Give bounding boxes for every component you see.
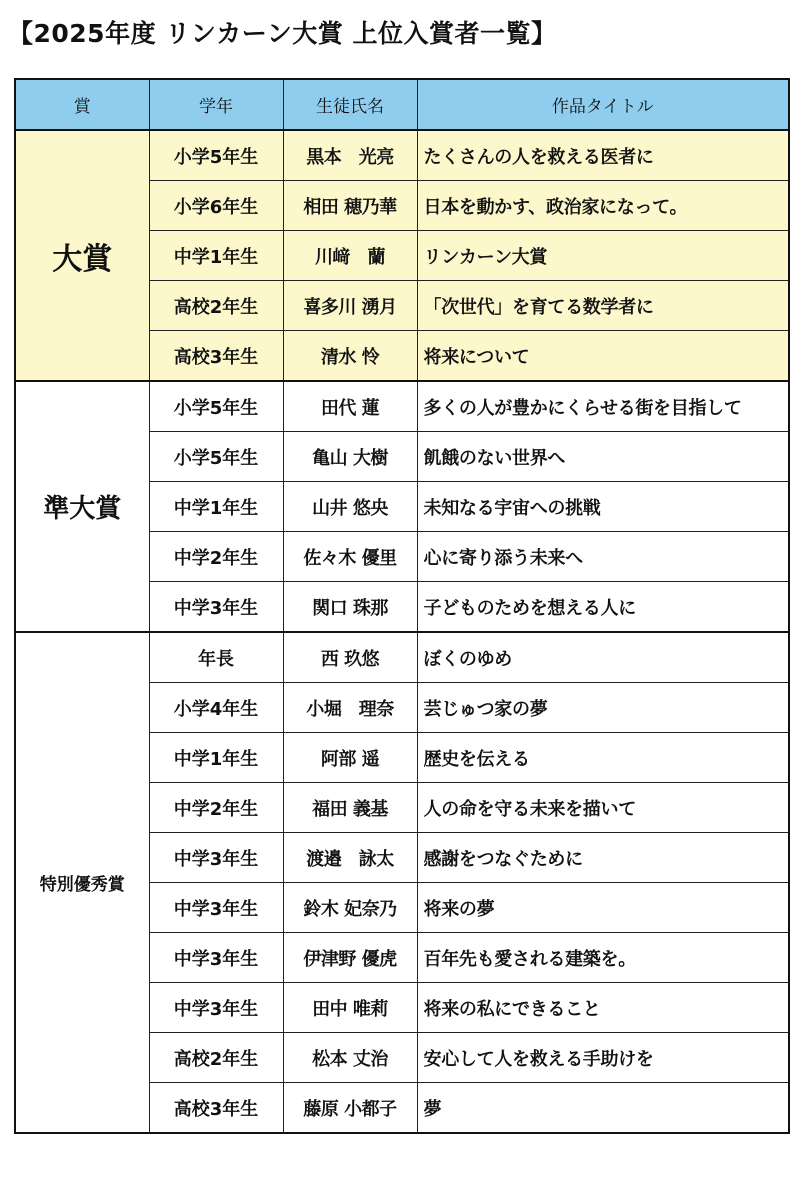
grade-cell: 小学5年生 [149, 130, 283, 181]
grade-cell: 中学3年生 [149, 582, 283, 633]
work-title-cell: 多くの人が豊かにくらせる街を目指して [417, 381, 789, 432]
grade-cell: 中学1年生 [149, 733, 283, 783]
student-name-cell: 山井 悠央 [283, 482, 417, 532]
work-title-cell: ぼくのゆめ [417, 632, 789, 683]
grade-cell: 高校3年生 [149, 331, 283, 382]
grade-cell: 年長 [149, 632, 283, 683]
work-title-cell: 日本を動かす、政治家になって。 [417, 181, 789, 231]
table-row [15, 130, 789, 181]
award-category-cell: 準大賞 [15, 381, 149, 632]
header-award: 賞 [15, 79, 149, 130]
work-title-cell: 人の命を守る未来を描いて [417, 783, 789, 833]
grade-cell: 中学1年生 [149, 231, 283, 281]
student-name-cell: 伊津野 優虎 [283, 933, 417, 983]
grade-cell: 小学6年生 [149, 181, 283, 231]
grade-cell: 中学3年生 [149, 833, 283, 883]
work-title-cell: 百年先も愛される建築を。 [417, 933, 789, 983]
header-work-title: 作品タイトル [417, 79, 789, 130]
student-name-cell: 関口 珠那 [283, 582, 417, 633]
student-name-cell: 鈴木 妃奈乃 [283, 883, 417, 933]
awards-table [14, 78, 790, 1134]
work-title-cell: 飢餓のない世界へ [417, 432, 789, 482]
student-name-cell: 西 玖悠 [283, 632, 417, 683]
grade-cell: 高校3年生 [149, 1083, 283, 1134]
grade-cell: 中学1年生 [149, 482, 283, 532]
work-title-cell: 「次世代」を育てる数学者に [417, 281, 789, 331]
header-grade: 学年 [149, 79, 283, 130]
table-header-row [15, 79, 789, 130]
student-name-cell: 渡邉 詠太 [283, 833, 417, 883]
student-name-cell: 田代 蓮 [283, 381, 417, 432]
student-name-cell: 福田 義基 [283, 783, 417, 833]
work-title-cell: たくさんの人を救える医者に [417, 130, 789, 181]
award-category-cell: 大賞 [15, 130, 149, 381]
student-name-cell: 黒本 光亮 [283, 130, 417, 181]
grade-cell: 中学2年生 [149, 532, 283, 582]
work-title-cell: リンカーン大賞 [417, 231, 789, 281]
work-title-cell: 感謝をつなぐために [417, 833, 789, 883]
award-category-cell: 特別優秀賞 [15, 632, 149, 1133]
header-student-name: 生徒氏名 [283, 79, 417, 130]
student-name-cell: 藤原 小都子 [283, 1083, 417, 1134]
work-title-cell: 未知なる宇宙への挑戦 [417, 482, 789, 532]
work-title-cell: 将来の夢 [417, 883, 789, 933]
work-title-cell: 歴史を伝える [417, 733, 789, 783]
grade-cell: 小学4年生 [149, 683, 283, 733]
grade-cell: 中学3年生 [149, 883, 283, 933]
student-name-cell: 亀山 大樹 [283, 432, 417, 482]
grade-cell: 小学5年生 [149, 432, 283, 482]
work-title-cell: 芸じゅつ家の夢 [417, 683, 789, 733]
student-name-cell: 喜多川 湧月 [283, 281, 417, 331]
awards-table-body [15, 130, 789, 1133]
student-name-cell: 小堀 理奈 [283, 683, 417, 733]
work-title-cell: 安心して人を救える手助けを [417, 1033, 789, 1083]
grade-cell: 中学3年生 [149, 933, 283, 983]
student-name-cell: 阿部 遥 [283, 733, 417, 783]
student-name-cell: 相田 穂乃華 [283, 181, 417, 231]
work-title-cell: 心に寄り添う未来へ [417, 532, 789, 582]
work-title-cell: 将来について [417, 331, 789, 382]
table-row [15, 381, 789, 432]
grade-cell: 小学5年生 [149, 381, 283, 432]
student-name-cell: 清水 怜 [283, 331, 417, 382]
work-title-cell: 子どものためを想える人に [417, 582, 789, 633]
student-name-cell: 川﨑 蘭 [283, 231, 417, 281]
work-title-cell: 夢 [417, 1083, 789, 1134]
student-name-cell: 松本 丈治 [283, 1033, 417, 1083]
grade-cell: 中学3年生 [149, 983, 283, 1033]
grade-cell: 高校2年生 [149, 1033, 283, 1083]
student-name-cell: 田中 唯莉 [283, 983, 417, 1033]
student-name-cell: 佐々木 優里 [283, 532, 417, 582]
grade-cell: 中学2年生 [149, 783, 283, 833]
work-title-cell: 将来の私にできること [417, 983, 789, 1033]
grade-cell: 高校2年生 [149, 281, 283, 331]
table-row [15, 632, 789, 683]
page-title: 【2025年度 リンカーン大賞 上位入賞者一覧】 [8, 19, 557, 48]
